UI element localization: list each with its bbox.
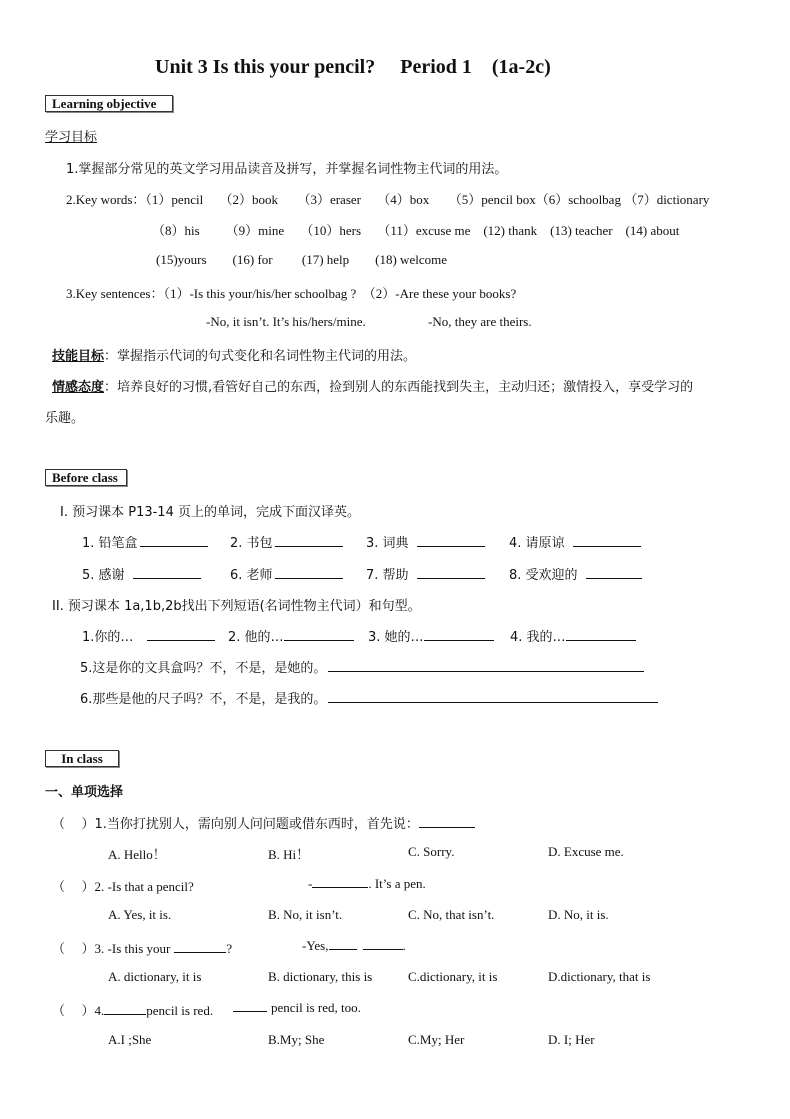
phrase-label: 1.你的… <box>82 630 134 645</box>
question-stem: 1.当你打扰别人，需向别人问问题或借东西时，首先说： <box>94 817 419 832</box>
skill-goal <box>52 345 416 364</box>
q2-option-b: B. No, it isn’t. <box>268 907 343 922</box>
phrase-label: 2. 他的… <box>228 630 284 645</box>
vocab-label: 4. 请原谅 <box>509 536 565 551</box>
phrase-label: 3. 她的… <box>368 630 424 645</box>
answer-blank[interactable] <box>104 1003 146 1015</box>
question-reply-text: . It’s a pen. <box>368 876 426 891</box>
answer-blank[interactable] <box>275 567 343 579</box>
key-sentences-line-1: 3.Key sentences：（1）-Is this your/his/her schoolbag ? （2）-Are these your books? <box>66 286 517 301</box>
answer-blank[interactable] <box>284 629 354 641</box>
question-4 <box>52 1000 213 1019</box>
q4-option-d: D. I; Her <box>548 1032 595 1047</box>
vocab-label: 8. 受欢迎的 <box>509 568 578 583</box>
vocab-item-1 <box>82 532 208 551</box>
emotion-goal-line-2: 乐趣。 <box>45 411 85 426</box>
key-words-line-2: （8）his （9）mine （10）hers （11）excuse me (12) thank (13) teacher (14) about <box>152 223 680 238</box>
vocab-label: 6. 老师 <box>230 568 273 583</box>
q2-option-c: C. No, that isn’t. <box>408 907 495 922</box>
answer-blank[interactable] <box>329 938 357 950</box>
answer-blank[interactable] <box>417 567 485 579</box>
phrase-item-2 <box>228 626 354 645</box>
answer-blank[interactable] <box>275 535 343 547</box>
q3-option-b: B. dictionary, this is <box>268 969 373 984</box>
sentence-item-5 <box>80 657 644 676</box>
sentence-label: 6.那些是他的尺子吗？不，不是，是我的。 <box>80 692 327 707</box>
vocab-item-5 <box>82 564 201 583</box>
q4-option-a: A.I ;She <box>108 1032 152 1047</box>
vocab-label: 1. 铅笔盒 <box>82 536 138 551</box>
q1-option-d: D. Excuse me. <box>548 844 624 859</box>
answer-blank[interactable] <box>328 660 644 672</box>
answer-paren[interactable]: （ ） <box>52 817 95 832</box>
preview-part-1: I. 预习课本 P13-14 页上的单词，完成下面汉译英。 <box>60 505 360 520</box>
vocab-item-8 <box>509 564 642 583</box>
answer-blank[interactable] <box>417 535 485 547</box>
question-1 <box>52 813 475 832</box>
skill-goal-text: ：掌握指示代词的句式变化和名词性物主代词的用法。 <box>104 349 417 364</box>
section-single-choice: 一、单项选择 <box>45 785 124 800</box>
q1-option-a: A. Hello！ <box>108 847 166 862</box>
q3-option-c: C.dictionary, it is <box>408 969 498 984</box>
key-words-line-3: (15)yours (16) for (17) help (18) welcome <box>156 252 447 267</box>
objective-item-1: 1.掌握部分常见的英文学习用品读音及拼写，并掌握名词性物主代词的用法。 <box>66 162 508 177</box>
q1-option-c: C. Sorry. <box>408 844 455 859</box>
emotion-goal <box>52 376 693 395</box>
vocab-label: 5. 感谢 <box>82 568 125 583</box>
q3-option-d: D.dictionary, that is <box>548 969 651 984</box>
answer-blank[interactable] <box>424 629 494 641</box>
key-sentences-line-2a: -No, it isn’t. It’s his/hers/mine. <box>206 314 366 329</box>
q4-option-c: C.My; Her <box>408 1032 465 1047</box>
vocab-item-6 <box>230 564 343 583</box>
question-stem-tail: pencil is red. <box>146 1003 214 1018</box>
preview-part-2: II. 预习课本 1a,1b,2b找出下列短语(名词性物主代词）和句型。 <box>52 599 421 614</box>
q1-option-b: B. Hi！ <box>268 847 310 862</box>
phrase-label: 4. 我的… <box>510 630 566 645</box>
answer-paren[interactable]: （ ） <box>52 942 95 957</box>
vocab-label: 7. 帮助 <box>366 568 409 583</box>
question-2-reply: - . It’s a pen. <box>308 876 426 891</box>
answer-paren[interactable]: （ ） <box>52 880 95 895</box>
answer-blank[interactable] <box>573 535 641 547</box>
answer-blank[interactable] <box>140 535 208 547</box>
q3-option-a: A. dictionary, it is <box>108 969 202 984</box>
key-words-line-1: 2.Key words：（1）pencil （2）book （3）eraser （4）box （5）pencil box（6）schoolbag （7）dictionary <box>66 192 710 207</box>
answer-blank[interactable] <box>233 1000 267 1012</box>
phrase-item-3 <box>368 626 494 645</box>
phrase-item-4 <box>510 626 636 645</box>
vocab-label: 2. 书包 <box>230 536 273 551</box>
question-2 <box>52 876 194 895</box>
answer-blank[interactable] <box>147 629 215 641</box>
answer-blank[interactable] <box>174 941 226 953</box>
emotion-goal-label: 情感态度 <box>52 380 105 395</box>
phrase-item-1 <box>82 626 215 645</box>
q4-option-b: B.My; She <box>268 1032 325 1047</box>
question-stem: 2. -Is that a pencil? <box>94 879 194 894</box>
vocab-item-3 <box>366 532 485 551</box>
answer-blank[interactable] <box>133 567 201 579</box>
answer-blank[interactable] <box>419 816 475 828</box>
answer-blank[interactable] <box>328 691 658 703</box>
answer-blank[interactable] <box>586 567 642 579</box>
question-3-reply: -Yes, . <box>302 938 406 953</box>
learning-objective-label: Learning objective <box>45 95 173 112</box>
vocab-item-7 <box>366 564 485 583</box>
sentence-label: 5.这是你的文具盒吗？不，不是，是她的。 <box>80 661 327 676</box>
answer-paren[interactable]: （ ） <box>52 1004 95 1019</box>
question-3: （ ）3. -Is this your ? <box>52 941 233 957</box>
vocab-item-2 <box>230 532 343 551</box>
q2-option-d: D. No, it is. <box>548 907 609 922</box>
question-stem: 4. <box>94 1003 105 1018</box>
before-class-label: Before class <box>45 469 127 486</box>
vocab-label: 3. 词典 <box>366 536 409 551</box>
skill-goal-label: 技能目标 <box>52 349 105 364</box>
question-stem: 3. -Is this your <box>94 941 171 956</box>
page-title: Unit 3 Is this your pencil? Period 1 (1a-2c) <box>155 56 551 78</box>
question-4-second <box>233 1000 361 1016</box>
q2-option-a: A. Yes, it is. <box>108 907 172 922</box>
objective-heading: 学习目标 <box>45 130 98 145</box>
vocab-item-4 <box>509 532 641 551</box>
sentence-item-6 <box>80 688 658 707</box>
question-stem-tail: pencil is red, too. <box>271 1000 361 1015</box>
answer-blank[interactable] <box>312 876 368 888</box>
emotion-goal-text: ：培养良好的习惯,看管好自己的东西，捡到别人的东西能找到失主，主动归还；激情投入，享受学习的 <box>104 380 694 395</box>
key-sentences-line-2b: -No, they are theirs. <box>428 314 532 329</box>
question-reply-text: -Yes, <box>302 938 329 953</box>
in-class-label: In class <box>45 750 119 767</box>
answer-blank[interactable] <box>363 938 403 950</box>
answer-blank[interactable] <box>566 629 636 641</box>
